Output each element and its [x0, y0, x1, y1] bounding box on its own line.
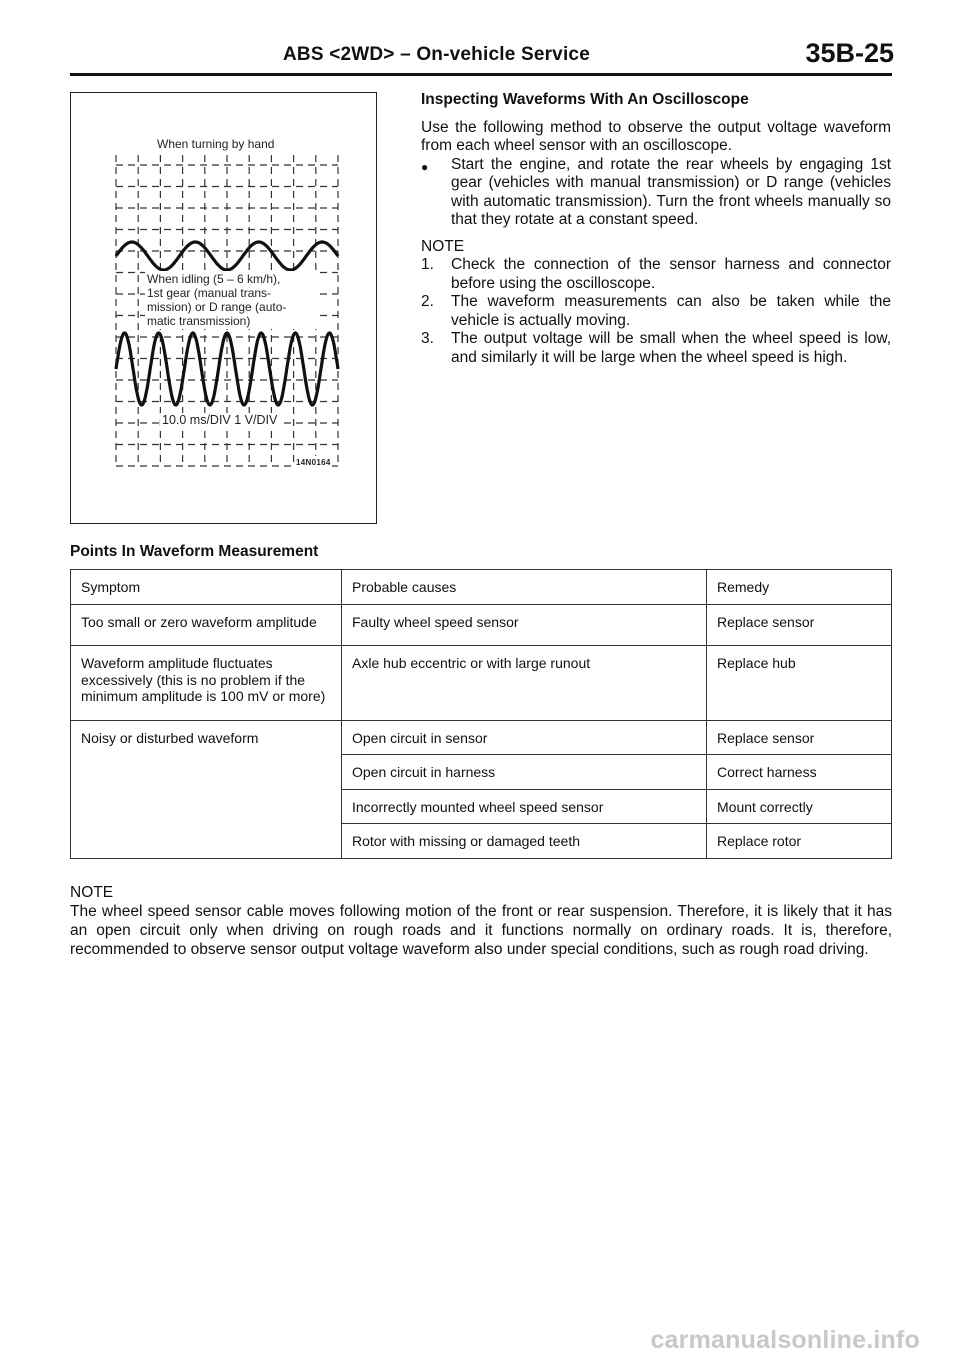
- note-text: The waveform measurements can also be taken while the vehicle is actually moving.: [451, 293, 891, 329]
- note-item: [421, 330, 891, 367]
- cause-cell: Open circuit in sensor: [342, 720, 707, 755]
- table-header-row: [71, 570, 892, 605]
- symptom-cell: Too small or zero waveform amplitude: [71, 604, 342, 646]
- cause-cell: Incorrectly mounted wheel speed sensor: [342, 789, 707, 824]
- waveform-idling: [116, 333, 338, 405]
- note-text: The output voltage will be small when the wheel speed is low, and similarly it will be large when the wheel speed is high.: [451, 330, 891, 366]
- oscilloscope-section: [421, 91, 891, 367]
- note-number: 1.: [421, 256, 434, 273]
- cause-cell: Axle hub eccentric or with large runout: [342, 646, 707, 721]
- points-title: Points In Waveform Measurement: [70, 543, 319, 560]
- note-text: Check the connection of the sensor harness and connector before using the oscilloscope.: [451, 256, 891, 292]
- remedy-cell: Replace hub: [707, 646, 892, 721]
- figure-label-idling: [145, 271, 319, 329]
- bottom-note-label: NOTE: [70, 884, 114, 901]
- table-row: [71, 720, 892, 755]
- bullet-item: [421, 156, 891, 230]
- table-row: [71, 646, 892, 721]
- symptom-cell: Noisy or disturbed waveform: [71, 720, 342, 858]
- cause-cell: Open circuit in harness: [342, 755, 707, 790]
- page-header-title: ABS <2WD> – On-vehicle Service: [283, 44, 590, 65]
- section-intro: Use the following method to observe the output voltage waveform from each wheel sensor with an oscilloscope.: [421, 118, 891, 154]
- note-number: 2.: [421, 293, 434, 310]
- remedy-cell: Replace sensor: [707, 720, 892, 755]
- figure-label-idling-line-4: matic transmission): [147, 314, 251, 328]
- bottom-note: [70, 883, 892, 959]
- note-number: 3.: [421, 330, 434, 347]
- header-symptom: Symptom: [71, 570, 342, 605]
- figure-label-idling-line-2: 1st gear (manual trans-: [147, 286, 272, 300]
- remedy-cell: Replace sensor: [707, 604, 892, 646]
- cause-cell: Rotor with missing or damaged teeth: [342, 824, 707, 859]
- header-rule: [70, 73, 892, 76]
- cause-cell: Faulty wheel speed sensor: [342, 604, 707, 646]
- figure-label-idling-line-3: mission) or D range (auto-: [147, 300, 287, 314]
- bullet-mark: ●: [421, 159, 429, 174]
- remedy-cell: Replace rotor: [707, 824, 892, 859]
- note-label: NOTE: [421, 237, 465, 255]
- note-item: [421, 256, 891, 293]
- remedy-cell: Mount correctly: [707, 789, 892, 824]
- section-title: Inspecting Waveforms With An Oscilloscope: [421, 91, 749, 108]
- oscilloscope-figure: [70, 92, 377, 524]
- waveform-points-table: [70, 569, 892, 859]
- figure-label-hand: When turning by hand: [157, 137, 275, 151]
- bullet-text: Start the engine, and rotate the rear wheels by engaging 1st gear (vehicles with manual transmission) or D range (vehicles with automatic transmission). Turn the front wheels manually so that they rotate at a constant speed.: [451, 155, 891, 228]
- header-causes: Probable causes: [342, 570, 707, 605]
- note-item: [421, 293, 891, 330]
- figure-code: 14N0164: [296, 456, 331, 470]
- header-remedy: Remedy: [707, 570, 892, 605]
- figure-label-scale: 10.0 ms/DIV 1 V/DIV: [162, 413, 278, 427]
- bottom-note-text: The wheel speed sensor cable moves following motion of the front or rear suspension. Therefore, it is likely that it has an open circuit only when driving on rough roads and it functions normally on ordinary roads. It is, therefore, recommended to observe sensor output voltage waveform also under special conditions, such as rough road driving.: [70, 903, 892, 958]
- remedy-cell: Correct harness: [707, 755, 892, 790]
- page-number: 35B-25: [805, 38, 894, 68]
- figure-label-idling-line-1: When idling (5 – 6 km/h),: [147, 272, 281, 286]
- watermark: carmanualsonline.info: [650, 1326, 920, 1354]
- table-row: [71, 604, 892, 646]
- symptom-cell: Waveform amplitude fluctuates excessively (this is no problem if the minimum amplitude is 100 mV or more): [71, 646, 342, 721]
